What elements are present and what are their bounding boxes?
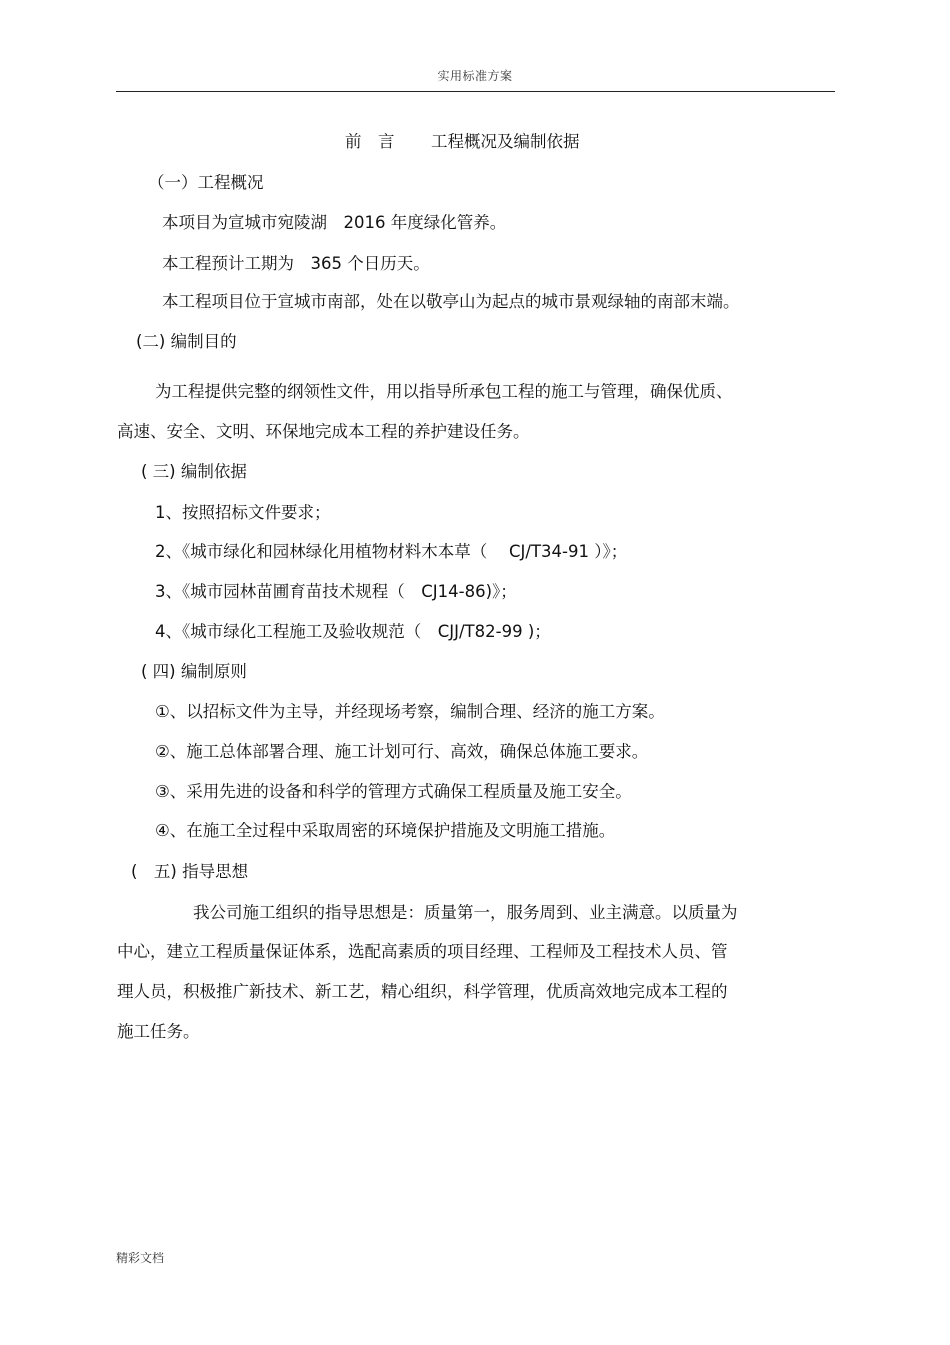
overview-paragraph-3: 本工程项目位于宣城市南部，处在以敬亭山为起点的城市景观绿轴的南部末端。	[162, 292, 740, 311]
header-divider	[116, 91, 835, 92]
page-title-left: 前 言	[345, 132, 395, 151]
purpose-paragraph-line-1: 为工程提供完整的纲领性文件，用以指导所承包工程的施工与管理，确保优质、	[155, 382, 733, 401]
page-footer: 精彩文档	[116, 1251, 165, 1265]
section-heading-basis: ( 三) 编制依据	[141, 462, 247, 481]
principle-item: ④、在施工全过程中采取周密的环境保护措施及文明施工措施。	[155, 821, 616, 840]
page-header: 实用标准方案	[437, 69, 513, 83]
principle-item: ①、以招标文件为主导，并经现场考察，编制合理、经济的施工方案。	[155, 702, 665, 721]
page-title	[345, 132, 580, 152]
section-heading-purpose: (二) 编制目的	[136, 332, 237, 351]
overview-paragraph-1: 本项目为宣城市宛陵湖 2016 年度绿化管养。	[162, 213, 507, 232]
purpose-paragraph-line-2: 高速、安全、文明、环保地完成本工程的养护建设任务。	[117, 422, 530, 441]
basis-item: 2、《城市绿化和园林绿化用植物材料木本草（ CJ/T34-91 ）》；	[155, 542, 628, 561]
guiding-idea-line: 施工任务。	[117, 1022, 200, 1041]
overview-paragraph-2: 本工程预计工期为 365 个日历天。	[162, 254, 430, 273]
principle-item: ②、施工总体部署合理、施工计划可行、高效，确保总体施工要求。	[155, 742, 649, 761]
guiding-idea-line: 中心，建立工程质量保证体系，选配高素质的项目经理、工程师及工程技术人员、管	[117, 942, 728, 961]
basis-item: 4、《城市绿化工程施工及验收规范（ CJJ/T82-99 )；	[155, 622, 551, 641]
guiding-idea-line: 我公司施工组织的指导思想是：质量第一，服务周到、业主满意。以质量为	[193, 903, 738, 922]
basis-item: 3、《城市园林苗圃育苗技术规程（ CJ14-86)》；	[155, 582, 517, 601]
section-heading-principles: ( 四) 编制原则	[141, 662, 247, 681]
guiding-idea-line: 理人员，积极推广新技术、新工艺，精心组织，科学管理，优质高效地完成本工程的	[117, 982, 728, 1001]
section-heading-guiding-idea: ( 五) 指导思想	[131, 862, 249, 881]
basis-item: 1、按照招标文件要求；	[155, 503, 331, 522]
principle-item: ③、采用先进的设备和科学的管理方式确保工程质量及施工安全。	[155, 782, 632, 801]
section-heading-overview: （一）工程概况	[148, 173, 264, 192]
page-title-right: 工程概况及编制依据	[431, 132, 580, 151]
